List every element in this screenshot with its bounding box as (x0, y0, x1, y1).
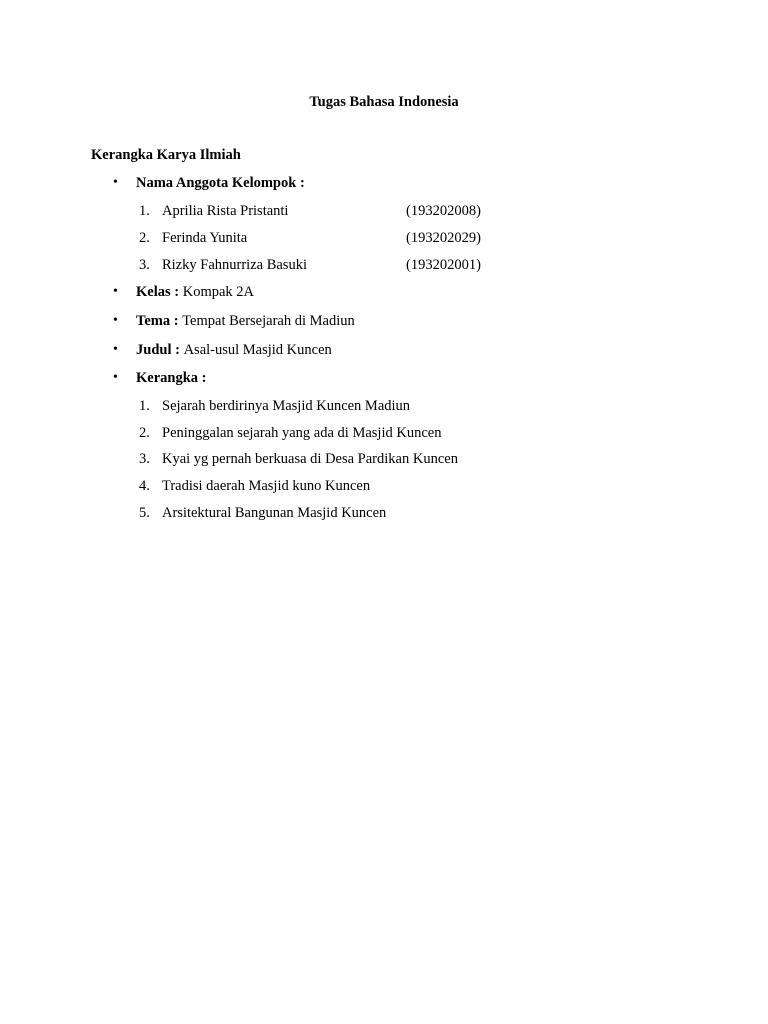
member-name: Ferinda Yunita (162, 230, 248, 246)
member-nim: (193202001) (406, 257, 481, 273)
list-number: 5. (139, 505, 150, 521)
kerangka-text: Sejarah berdirinya Masjid Kuncen Madiun (162, 398, 411, 414)
list-number: 3. (139, 451, 150, 467)
member-nim: (193202029) (406, 230, 481, 246)
judul-separator: : (171, 342, 184, 358)
tema-separator: : (170, 313, 183, 329)
bullet-icon: • (113, 342, 118, 357)
kerangka-label: Kerangka : (136, 370, 207, 386)
tema-value: Tempat Bersejarah di Madiun (182, 313, 355, 329)
list-number: 2. (139, 425, 150, 441)
kerangka-text: Tradisi daerah Masjid kuno Kuncen (162, 478, 371, 494)
kelas-separator: : (170, 284, 183, 300)
judul-value: Asal-usul Masjid Kuncen (183, 342, 332, 358)
kerangka-text: Arsitektural Bangunan Masjid Kuncen (162, 505, 387, 521)
kerangka-text: Peninggalan sejarah yang ada di Masjid Kuncen (162, 425, 442, 441)
bullet-icon: • (113, 370, 118, 385)
list-number: 4. (139, 478, 150, 494)
bullet-icon: • (113, 313, 118, 328)
judul-label: Judul (136, 342, 172, 358)
list-number: 1. (139, 398, 150, 414)
kelas-label: Kelas (136, 284, 171, 300)
bullet-icon: • (113, 284, 118, 299)
members-label: Nama Anggota Kelompok : (136, 175, 305, 191)
list-number: 2. (139, 230, 150, 246)
kerangka-text: Kyai yg pernah berkuasa di Desa Pardikan Kuncen (162, 451, 458, 467)
member-nim: (193202008) (406, 203, 481, 219)
bullet-icon: • (113, 175, 118, 190)
list-number: 3. (139, 257, 150, 273)
member-name: Rizky Fahnurriza Basuki (162, 257, 307, 273)
section-heading: Kerangka Karya Ilmiah (91, 147, 241, 163)
member-name: Aprilia Rista Pristanti (162, 203, 289, 219)
kelas-value: Kompak 2A (182, 284, 255, 300)
document-title: Tugas Bahasa Indonesia (309, 94, 459, 110)
list-number: 1. (139, 203, 150, 219)
tema-label: Tema (136, 313, 171, 329)
